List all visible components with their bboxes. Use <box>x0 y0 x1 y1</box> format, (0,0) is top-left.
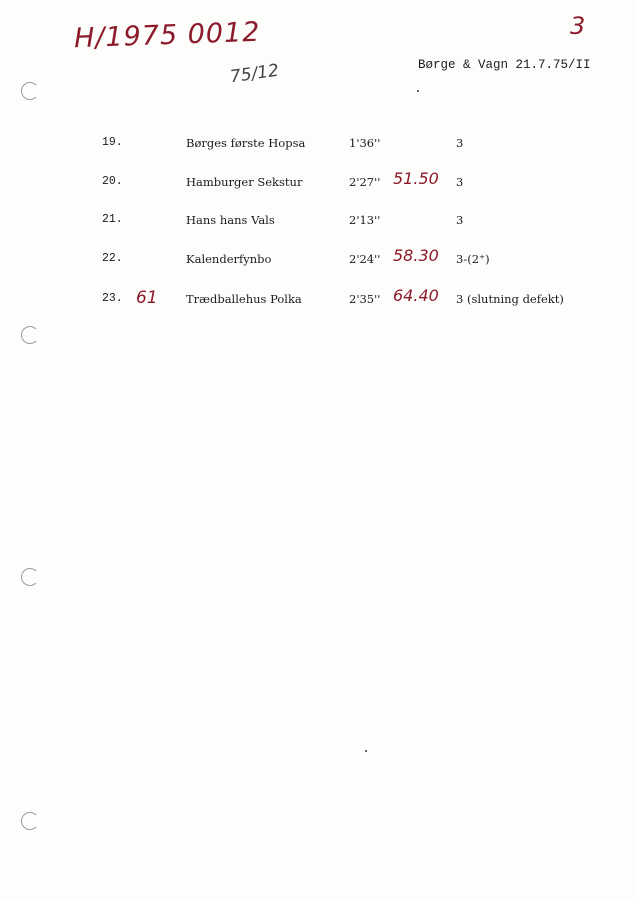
track-duration: 2'35'' <box>349 292 381 306</box>
track-time-handwritten: 64.40 <box>393 286 439 305</box>
track-duration: 2'24'' <box>349 252 381 266</box>
track-title: Børges første Hopsa <box>186 136 306 150</box>
page-number-handwritten: 3 <box>570 12 586 40</box>
track-duration: 1'36'' <box>349 136 381 150</box>
track-number: 20. <box>102 175 123 188</box>
track-note: 3-(2⁺) <box>456 252 490 266</box>
track-time-handwritten: 58.30 <box>393 246 439 265</box>
track-note: 3 <box>456 175 464 189</box>
punch-hole <box>21 568 39 586</box>
track-number: 21. <box>102 213 123 226</box>
track-title: Hans hans Vals <box>186 213 275 227</box>
track-row <box>0 213 637 233</box>
ink-speck <box>365 750 367 752</box>
track-title: Hamburger Sekstur <box>186 175 303 189</box>
ink-speck <box>417 90 419 92</box>
pencil-note: 75/12 <box>228 60 281 88</box>
track-note: 3 <box>456 213 464 227</box>
track-duration: 2'13'' <box>349 213 381 227</box>
track-note: 3 <box>456 136 464 150</box>
punch-hole <box>21 812 39 830</box>
recording-reference: Børge & Vagn 21.7.75/II <box>418 58 591 72</box>
punch-hole <box>21 82 39 100</box>
track-note: 3 (slutning defekt) <box>456 292 564 306</box>
track-duration: 2'27'' <box>349 175 381 189</box>
track-title: Kalenderfynbo <box>186 252 272 266</box>
track-row <box>0 169 637 195</box>
track-row <box>0 286 637 312</box>
track-number: 22. <box>102 252 123 265</box>
track-row <box>0 246 637 272</box>
punch-hole <box>21 326 39 344</box>
track-number: 23. <box>102 292 123 305</box>
archive-id-handwritten: H/1975 0012 <box>73 16 261 55</box>
track-time-handwritten: 51.50 <box>393 169 439 188</box>
track-row <box>0 136 637 156</box>
track-title: Trædballehus Polka <box>186 292 302 306</box>
track-number: 19. <box>102 136 123 149</box>
track-count-handwritten: 61 <box>136 288 158 308</box>
